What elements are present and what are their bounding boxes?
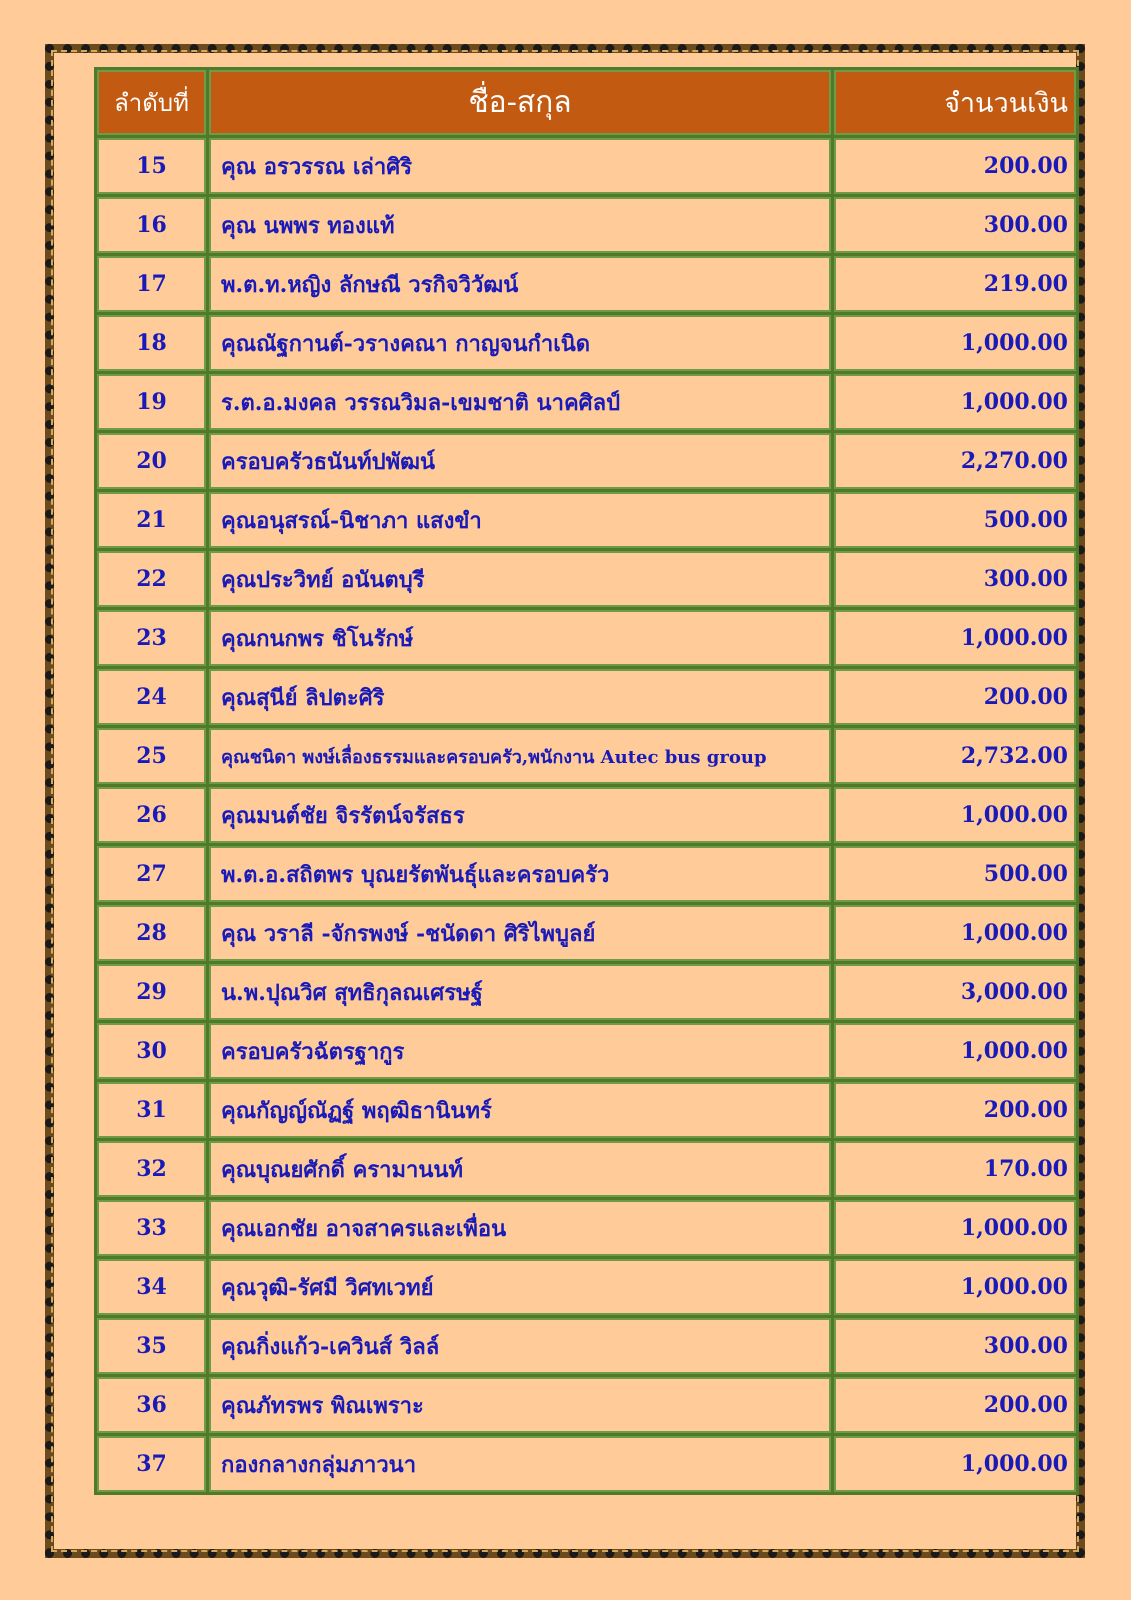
- donor-name: ครอบครัวฉัตรฐากูร: [209, 1023, 831, 1079]
- row-number: 24: [97, 669, 206, 725]
- donor-name: พ.ต.อ.สถิตพร บุณยรัตพันธุ์และครอบครัว: [209, 846, 831, 902]
- table-header-row: [97, 70, 1076, 135]
- donor-name: ร.ต.อ.มงคล วรรณวิมล-เขมชาติ นาคศิลป์: [209, 374, 831, 430]
- table-row: [97, 1318, 1076, 1374]
- table-row: [97, 846, 1076, 902]
- table-row: [97, 610, 1076, 666]
- row-number: 26: [97, 787, 206, 843]
- row-number: 35: [97, 1318, 206, 1374]
- donation-amount: 1,000.00: [834, 610, 1076, 666]
- donor-name: คุณวุฒิ-รัศมี วิศทเวทย์: [209, 1259, 831, 1315]
- table-row: [97, 787, 1076, 843]
- donation-amount: 1,000.00: [834, 1436, 1076, 1492]
- row-number: 18: [97, 315, 206, 371]
- donation-amount: 1,000.00: [834, 787, 1076, 843]
- table-row: [97, 256, 1076, 312]
- donor-name: คุณณัฐกานต์-วรางคณา กาญจนกำเนิด: [209, 315, 831, 371]
- donation-amount: 1,000.00: [834, 1200, 1076, 1256]
- row-number: 19: [97, 374, 206, 430]
- row-number: 31: [97, 1082, 206, 1138]
- row-number: 15: [97, 138, 206, 194]
- table-row: [97, 1259, 1076, 1315]
- table-row: [97, 433, 1076, 489]
- donation-amount: 3,000.00: [834, 964, 1076, 1020]
- donation-amount: 2,270.00: [834, 433, 1076, 489]
- row-number: 30: [97, 1023, 206, 1079]
- donation-amount: 170.00: [834, 1141, 1076, 1197]
- donor-name: คุณมนต์ชัย จิรรัตน์จรัสธร: [209, 787, 831, 843]
- donor-name: คุณกนกพร ชิโนรักษ์: [209, 610, 831, 666]
- table-row: [97, 1082, 1076, 1138]
- row-number: 29: [97, 964, 206, 1020]
- donation-amount: 300.00: [834, 1318, 1076, 1374]
- row-number: 37: [97, 1436, 206, 1492]
- table-row: [97, 315, 1076, 371]
- table-row: [97, 1200, 1076, 1256]
- donation-amount: 200.00: [834, 1082, 1076, 1138]
- donation-amount: 1,000.00: [834, 315, 1076, 371]
- table-row: [97, 905, 1076, 961]
- column-header-number: ลำดับที่: [97, 70, 206, 135]
- row-number: 33: [97, 1200, 206, 1256]
- donation-amount: 219.00: [834, 256, 1076, 312]
- table-row: [97, 669, 1076, 725]
- column-header-name: ชื่อ-สกุล: [209, 70, 831, 135]
- donor-name: คุณบุณยศักดิ์ ครามานนท์: [209, 1141, 831, 1197]
- donation-amount: 1,000.00: [834, 1023, 1076, 1079]
- row-number: 23: [97, 610, 206, 666]
- row-number: 28: [97, 905, 206, 961]
- row-number: 21: [97, 492, 206, 548]
- row-number: 16: [97, 197, 206, 253]
- donation-amount: 300.00: [834, 197, 1076, 253]
- row-number: 32: [97, 1141, 206, 1197]
- table-row: [97, 138, 1076, 194]
- table-row: [97, 551, 1076, 607]
- donor-name: คุณกัญญ์ณัฏฐ์ พฤฒิธานินทร์: [209, 1082, 831, 1138]
- row-number: 17: [97, 256, 206, 312]
- donor-name: คุณ วราลี -จักรพงษ์ -ชนัดดา ศิริไพบูลย์: [209, 905, 831, 961]
- donor-name: คุณ อรวรรณ เล่าศิริ: [209, 138, 831, 194]
- donor-name: คุณ นพพร ทองแท้: [209, 197, 831, 253]
- donor-name: คุณภัทรพร พิณเพราะ: [209, 1377, 831, 1433]
- table-row: [97, 374, 1076, 430]
- table-row: [97, 1436, 1076, 1492]
- donor-name: คุณสุนีย์ ลิปตะศิริ: [209, 669, 831, 725]
- donor-name: คุณชนิดา พงษ์เลื่องธรรมและครอบครัว,พนักงาน Autec bus group: [209, 728, 831, 784]
- donation-amount: 1,000.00: [834, 905, 1076, 961]
- donor-name: คุณประวิทย์ อนันตบุรี: [209, 551, 831, 607]
- donor-name: คุณอนุสรณ์-นิชาภา แสงขำ: [209, 492, 831, 548]
- donation-amount: 300.00: [834, 551, 1076, 607]
- row-number: 20: [97, 433, 206, 489]
- row-number: 27: [97, 846, 206, 902]
- donor-name: คุณกิ่งแก้ว-เควินส์ วิลล์: [209, 1318, 831, 1374]
- row-number: 22: [97, 551, 206, 607]
- donation-amount: 500.00: [834, 492, 1076, 548]
- donor-name: ครอบครัวธนันท์ปพัฒน์: [209, 433, 831, 489]
- table-row: [97, 492, 1076, 548]
- donation-amount: 1,000.00: [834, 1259, 1076, 1315]
- donation-amount: 2,732.00: [834, 728, 1076, 784]
- column-header-amount: จำนวนเงิน: [834, 70, 1076, 135]
- donation-amount: 200.00: [834, 669, 1076, 725]
- table-row: [97, 964, 1076, 1020]
- table-row: [97, 728, 1076, 784]
- donation-amount: 200.00: [834, 138, 1076, 194]
- donation-amount: 1,000.00: [834, 374, 1076, 430]
- donation-amount: 200.00: [834, 1377, 1076, 1433]
- donor-name: คุณเอกชัย อาจสาครและเพื่อน: [209, 1200, 831, 1256]
- donation-amount: 500.00: [834, 846, 1076, 902]
- table-row: [97, 1141, 1076, 1197]
- donor-name: พ.ต.ท.หญิง ลักษณี วรกิจวิวัฒน์: [209, 256, 831, 312]
- row-number: 36: [97, 1377, 206, 1433]
- table-row: [97, 1377, 1076, 1433]
- table-row: [97, 197, 1076, 253]
- table-row: [97, 1023, 1076, 1079]
- row-number: 25: [97, 728, 206, 784]
- donor-table: [94, 67, 1079, 1495]
- donor-name: น.พ.ปุณวิศ สุทธิกุลณเศรษฐ์: [209, 964, 831, 1020]
- donor-name: กองกลางกลุ่มภาวนา: [209, 1436, 831, 1492]
- row-number: 34: [97, 1259, 206, 1315]
